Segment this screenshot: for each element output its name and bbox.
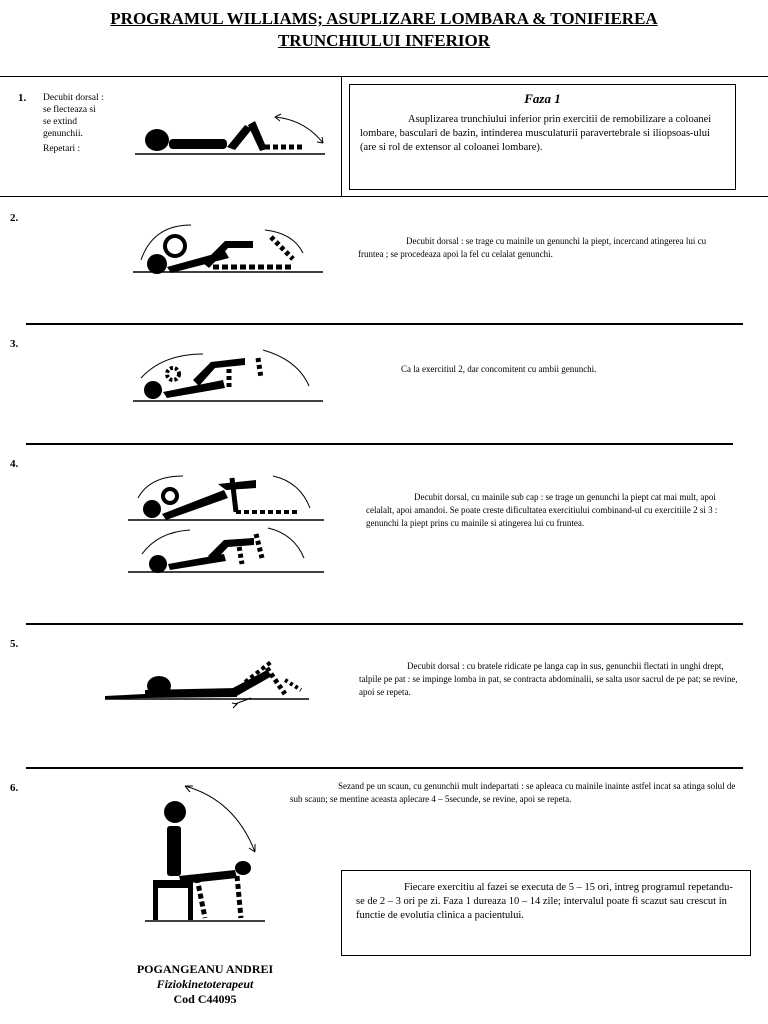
exercise-4-text: Decubit dorsal, cu mainile sub cap : se trage un genunchi la piept cat mai mult, apoi celalalt, apoi amandoi. Se poate creste dificultatea exercitiului combinand-ul cu exercitiile 2 si 3 : genunchi la piept prins cu mainile si atingerea lui cu fruntea. bbox=[366, 492, 718, 528]
divider bbox=[0, 76, 768, 77]
author-code: Cod C44095 bbox=[173, 992, 237, 1006]
figure-knee-to-chest-icon bbox=[133, 215, 333, 285]
figure-pelvic-tilt-icon bbox=[105, 660, 315, 720]
exercise-number: 5. bbox=[10, 638, 19, 650]
exercise-number: 1. bbox=[18, 92, 27, 104]
exercise-2-text: Decubit dorsal : se trage cu mainile un genunchi la piept, incercand atingerea lui cu fruntea ; se procedeaza apoi la fel cu celalat genunchi. bbox=[358, 236, 707, 259]
figure-seated-forward-bend-icon bbox=[145, 780, 315, 940]
exercise-number: 4. bbox=[10, 458, 19, 470]
figure-hands-under-head-icon bbox=[128, 468, 338, 598]
exercise-number: 6. bbox=[10, 782, 19, 794]
exercise-5-text: Decubit dorsal : cu bratele ridicate pe langa cap in sus, genunchii flectati in unghi drept, talpile pe pat : se impinge lomba in pat, se contracta abdominalii, se salta usor sacrul de pe pat; se revine, apoi se repeta. bbox=[359, 661, 738, 697]
divider bbox=[26, 443, 733, 445]
info-text: Fiecare exercitiu al fazei se executa de 5 – 15 ori, intreg programul repetandu-se de 2 – 3 ori pe zi. Faza 1 dureaza 10 – 14 zile; intervalul poate fi scazut sau crescut in functie de evolutia clinica a pacientului. bbox=[356, 882, 733, 921]
exercise-3-text: Ca la exercitiul 2, dar concomitent cu ambii genunchi. bbox=[401, 364, 597, 374]
author-name: POGANGEANU ANDREI bbox=[136, 962, 274, 976]
author-role: Fiziokinetoterapeut bbox=[156, 977, 254, 991]
exercise-6-text: Sezand pe un scaun, cu genunchii mult indepartati : se apleaca cu mainile inainte astfel incat sa atinga solul de sub scaun; se mentine aceasta aplecare 4 – 5secunde, se revine, apoi se repeta. bbox=[290, 781, 736, 804]
faza-text: Asuplizarea trunchiului inferior prin exercitii de remobilizare a coloanei lombare, basculari de bazin, intinderea musculaturii paravertebrale si iliopsoas-ului (are si rol de extensor al coloanei lombare). bbox=[360, 114, 712, 153]
exercise-number: 2. bbox=[10, 212, 19, 224]
exercise-1-text: Decubit dorsal : se flecteaza si se extind genunchii. Repetari : bbox=[43, 93, 104, 154]
figure-lying-knee-flex-icon bbox=[135, 95, 335, 175]
vertical-divider bbox=[341, 76, 342, 196]
figure-both-knees-icon bbox=[133, 340, 333, 410]
exercise-number: 3. bbox=[10, 338, 19, 350]
faza-box bbox=[349, 84, 736, 190]
divider bbox=[26, 623, 743, 625]
divider bbox=[26, 323, 743, 325]
page-title-line1: PROGRAMUL WILLIAMS; ASUPLIZARE LOMBARA & TONIFIEREA bbox=[110, 9, 658, 28]
divider bbox=[26, 767, 743, 769]
signature bbox=[100, 962, 310, 1007]
faza-title: Faza 1 bbox=[524, 91, 561, 106]
page-title-line2: TRUNCHIULUI INFERIOR bbox=[277, 31, 491, 50]
info-box bbox=[341, 870, 751, 956]
divider bbox=[0, 196, 768, 197]
